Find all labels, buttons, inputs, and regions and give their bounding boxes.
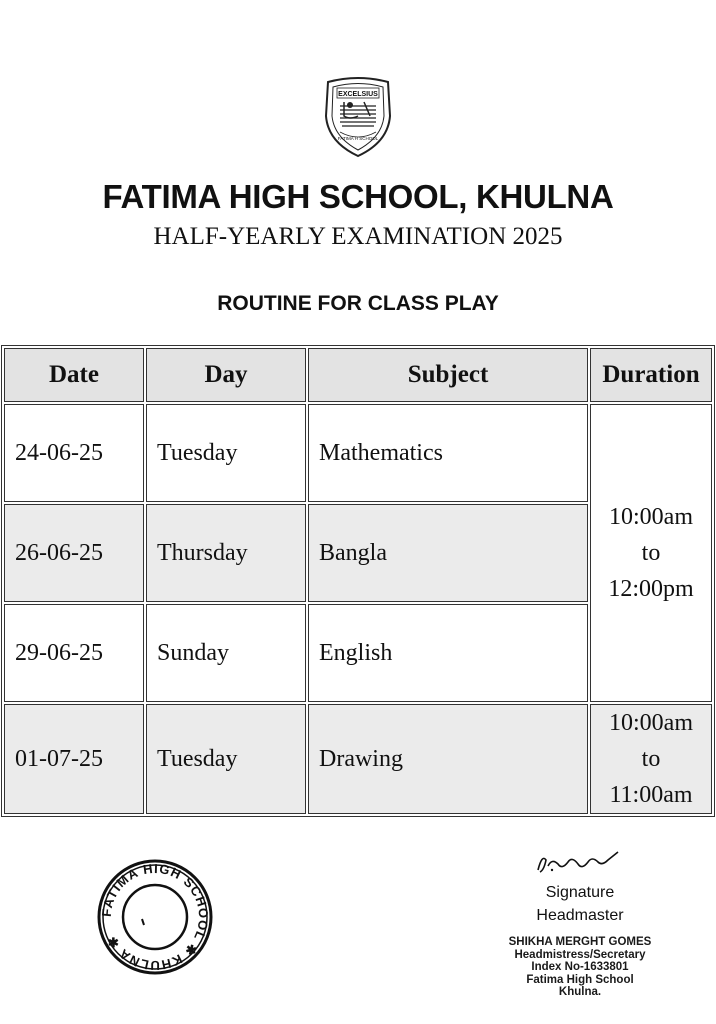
- table-row: [4, 404, 712, 502]
- seal-line: Headmistress/Secretary: [514, 948, 646, 961]
- date-cell: 01-07-25: [4, 704, 144, 814]
- handwritten-signature: [532, 846, 622, 880]
- svg-text:EXCELSIUS: EXCELSIUS: [338, 91, 378, 98]
- header-date: Date: [4, 348, 144, 402]
- seal-line: SHIKHA MERGHT GOMES: [508, 936, 652, 948]
- duration-separator: to: [641, 746, 661, 772]
- day-cell: Thursday: [146, 504, 306, 602]
- header-duration: Duration: [590, 348, 712, 402]
- duration-start: 10:00am: [609, 710, 693, 736]
- signature-label: Signature: [545, 884, 615, 901]
- seal-line: Index No-1633801: [531, 961, 629, 973]
- school-crest-logo: [320, 76, 396, 158]
- duration-end: 11:00am: [609, 782, 693, 808]
- table-row: [4, 704, 712, 814]
- seal-line: Fatima High School: [526, 973, 634, 986]
- subject-cell: Bangla: [308, 504, 588, 602]
- seal-line: Khulna.: [558, 986, 602, 998]
- exam-routine-table: [1, 345, 715, 817]
- signature-role: Headmaster: [536, 907, 624, 924]
- school-stamp: [96, 858, 214, 976]
- day-cell: Tuesday: [146, 404, 306, 502]
- day-cell: Tuesday: [146, 704, 306, 814]
- subject-cell: English: [308, 604, 588, 702]
- duration-start: 10:00am: [609, 504, 693, 530]
- routine-title: ROUTINE FOR CLASS PLAY: [217, 292, 499, 315]
- date-cell: 24-06-25: [4, 404, 144, 502]
- duration-cell: [590, 404, 712, 702]
- date-cell: 26-06-25: [4, 504, 144, 602]
- duration-cell: [590, 704, 712, 814]
- duration-end: 12:00pm: [608, 576, 694, 602]
- subject-cell: Drawing: [308, 704, 588, 814]
- svg-text:FATIMA HIGH SCHOOL ✱ KHULNA ✱: FATIMA HIGH SCHOOL ✱ KHULNA ✱: [98, 860, 212, 974]
- headmistress-seal: [480, 936, 680, 999]
- svg-text:FATIMA H SCHOOL: FATIMA H SCHOOL: [337, 136, 379, 141]
- header-day: Day: [146, 348, 306, 402]
- day-cell: Sunday: [146, 604, 306, 702]
- header-subject: Subject: [308, 348, 588, 402]
- duration-separator: to: [641, 540, 661, 566]
- table-header-row: [4, 348, 712, 402]
- school-name: FATIMA HIGH SCHOOL, KHULNA: [102, 178, 614, 215]
- exam-title: HALF-YEARLY EXAMINATION 2025: [153, 223, 563, 250]
- date-cell: 29-06-25: [4, 604, 144, 702]
- subject-cell: Mathematics: [308, 404, 588, 502]
